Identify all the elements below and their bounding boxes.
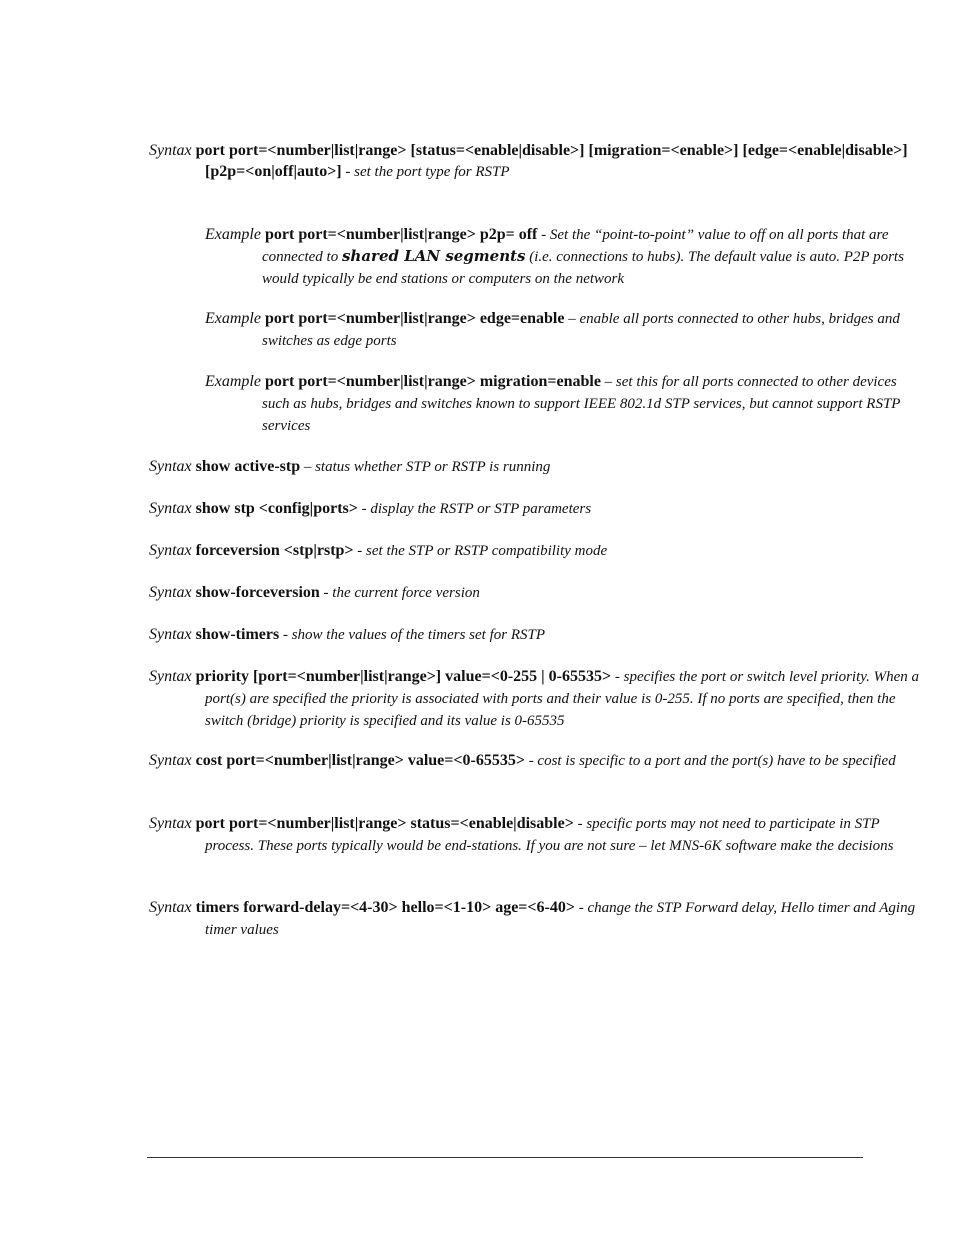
command-description: - set the STP or RSTP compatibility mode xyxy=(353,543,608,559)
syntax-label: Syntax xyxy=(149,668,192,685)
syntax-label: Syntax xyxy=(149,142,192,159)
syntax-entry xyxy=(149,897,920,941)
command-description: - the current force version xyxy=(319,585,480,601)
example-command: port port=<number|list|range> migration=enable xyxy=(264,373,601,390)
command-description: - display the RSTP or STP parameters xyxy=(357,501,592,517)
example-label: Example xyxy=(205,310,261,327)
example-command: port port=<number|list|range> edge=enable xyxy=(264,310,565,327)
command-description: - show the values of the timers set for RSTP xyxy=(279,627,546,643)
syntax-label: Syntax xyxy=(149,752,192,769)
example-emphasis: shared LAN segments xyxy=(341,247,526,265)
syntax-label: Syntax xyxy=(149,584,192,601)
command-description: - change the STP Forward delay, Hello timer and Aging timer values xyxy=(205,900,916,938)
example-description: – enable all ports connected to other hubs, bridges and switches as edge ports xyxy=(262,311,900,349)
syntax-label: Syntax xyxy=(149,542,192,559)
command-text: cost port=<number|list|range> value=<0-65535> xyxy=(195,752,525,769)
command-description: - specifies the port or switch level priority. When a port(s) are specified the priority is associated with ports and their value is 0-255. If no ports are specified, then the switch (bridge) priority is specified and its value is 0-65535 xyxy=(205,669,919,729)
command-text: show stp <config|ports> xyxy=(195,500,358,517)
example-description-cont: (i.e. connections to hubs). The default value is auto. P2P ports would typically be end stations or computers on the network xyxy=(262,249,904,287)
example-command: port port=<number|list|range> p2p= off xyxy=(264,226,538,243)
syntax-entry xyxy=(149,624,920,646)
example-label: Example xyxy=(205,226,261,243)
command-text: timers forward-delay=<4-30> hello=<1-10> age=<6-40> xyxy=(195,899,575,916)
syntax-label: Syntax xyxy=(149,458,192,475)
command-description: – status whether STP or RSTP is running xyxy=(300,459,551,475)
example-entry xyxy=(205,308,922,352)
syntax-label: Syntax xyxy=(149,899,192,916)
syntax-entry xyxy=(149,498,920,520)
command-description: - specific ports may not need to participate in STP process. These ports typically would be end-stations. If you are not sure – let MNS-6K software make the decisions xyxy=(205,816,894,854)
command-text: show active-stp xyxy=(195,458,301,475)
syntax-entry xyxy=(149,582,920,604)
syntax-entry xyxy=(149,456,920,478)
command-description: - set the port type for RSTP xyxy=(341,164,510,180)
example-description: – set this for all ports connected to other devices such as hubs, bridges and switches known to support IEEE 802.1d STP services, but cannot support RSTP services xyxy=(262,374,901,434)
footer-divider xyxy=(147,1157,863,1158)
syntax-entry xyxy=(149,813,920,857)
example-entry xyxy=(205,224,922,290)
command-text: show-forceversion xyxy=(195,584,320,601)
example-description: - Set the “point-to-point” value to off on all ports that are connected to xyxy=(262,227,889,265)
syntax-entry xyxy=(149,666,920,732)
command-text: port port=<number|list|range> [status=<enable|disable>] [migration=<enable>] [edge=<enable|disable>] [p2p=<on|off|auto>] xyxy=(195,142,908,180)
example-label: Example xyxy=(205,373,261,390)
syntax-label: Syntax xyxy=(149,500,192,517)
command-text: show-timers xyxy=(195,626,280,643)
syntax-entry xyxy=(149,140,920,183)
syntax-label: Syntax xyxy=(149,626,192,643)
command-text: port port=<number|list|range> status=<enable|disable> xyxy=(195,815,574,832)
example-entry xyxy=(205,371,922,437)
command-description: - cost is specific to a port and the port(s) have to be specified xyxy=(524,753,896,769)
syntax-label: Syntax xyxy=(149,815,192,832)
command-text: priority [port=<number|list|range>] value=<0-255 | 0-65535> xyxy=(195,668,612,685)
syntax-entry xyxy=(149,750,920,772)
syntax-entry xyxy=(149,540,920,562)
command-text: forceversion <stp|rstp> xyxy=(195,542,354,559)
